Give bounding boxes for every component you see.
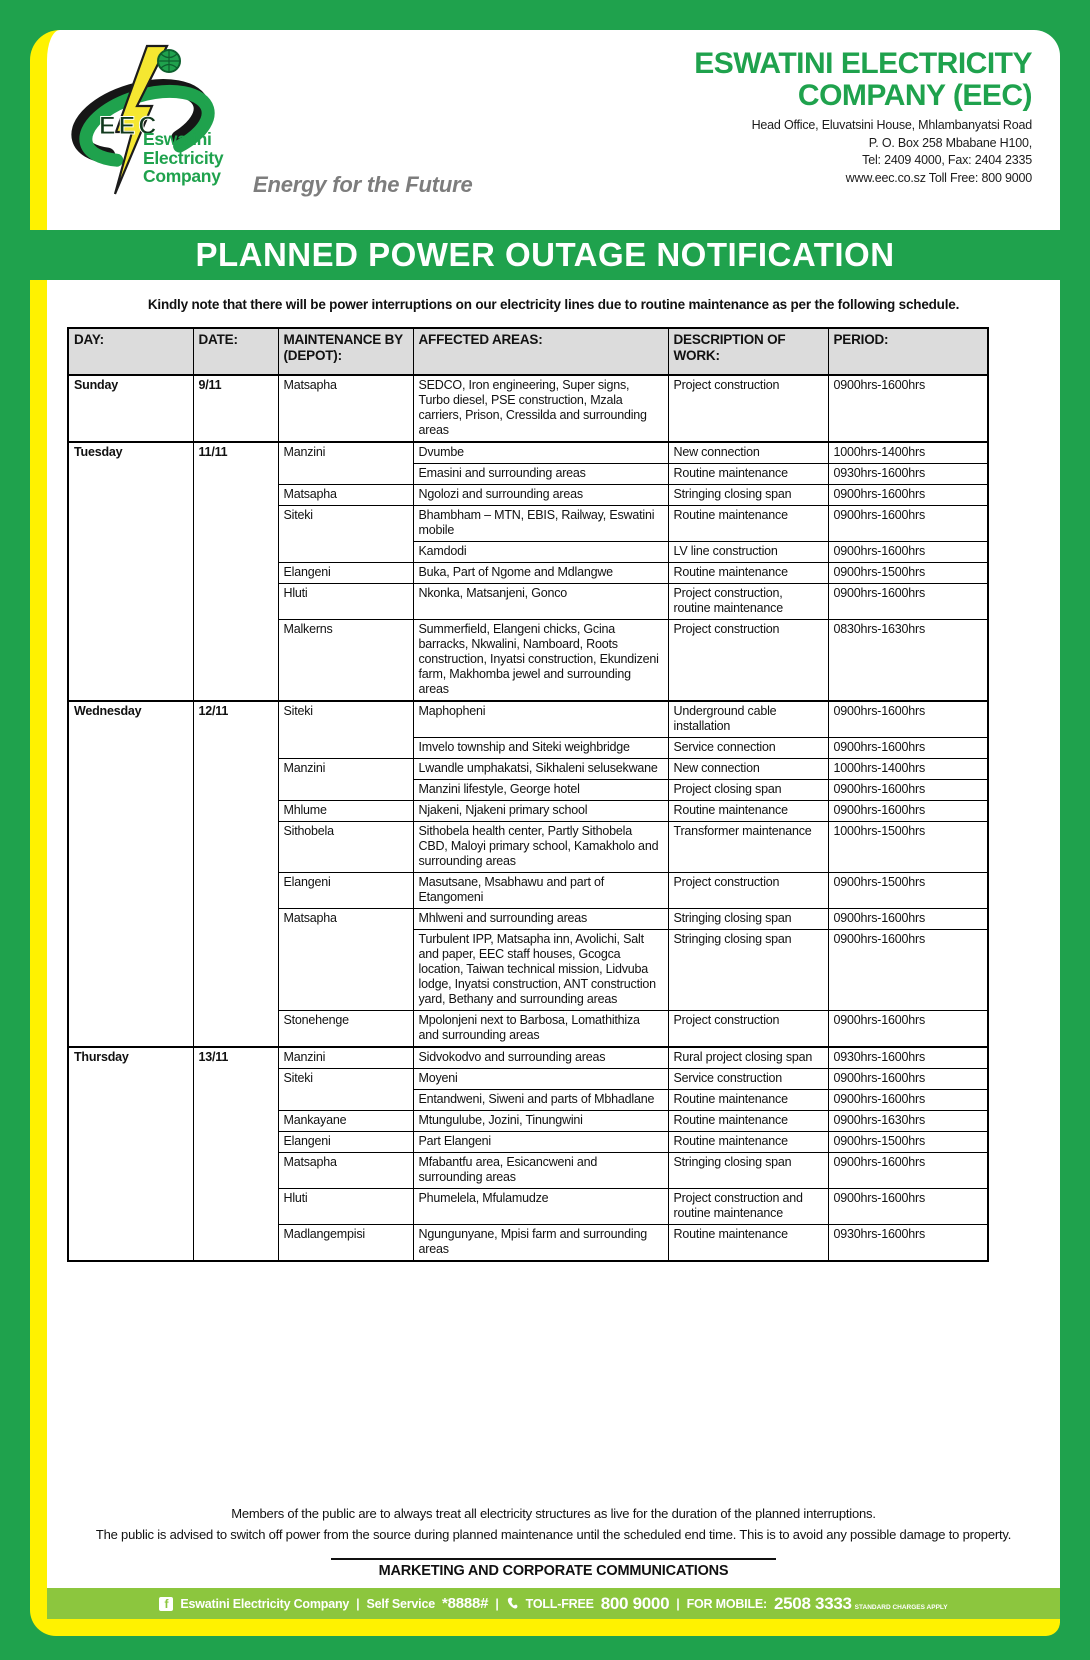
table-head (68, 328, 988, 375)
work-cell: Project construction (668, 873, 828, 909)
work-cell: Routine maintenance (668, 1132, 828, 1153)
work-cell: New connection (668, 442, 828, 464)
work-cell: Routine maintenance (668, 1090, 828, 1111)
address-line: Head Office, Eluvatsini House, Mhlambanyatsi Road (751, 118, 1032, 132)
fine-print: STANDARD CHARGES APPLY (854, 1604, 948, 1611)
areas-cell: Sithobela health center, Partly Sithobela CBD, Maloyi primary school, Kamakholo and surrounding areas (413, 822, 668, 873)
period-cell: 1000hrs-1400hrs (828, 759, 988, 780)
areas-cell: Mpolonjeni next to Barbosa, Lomathithiza and surrounding areas (413, 1011, 668, 1048)
facebook-icon: f (159, 1597, 173, 1611)
company-title-line1: ESWATINI ELECTRICITY (694, 47, 1032, 80)
mobile-label: FOR MOBILE: (686, 1596, 767, 1611)
header-row (68, 328, 988, 375)
table-body (68, 375, 988, 1261)
note-line1: Members of the public are to always treat all electricity structures as live for the duration of the planned interruptions. (231, 1506, 876, 1522)
company-info (694, 48, 1032, 187)
depot-cell: Hluti (278, 1189, 413, 1225)
public-notes (47, 1504, 1060, 1546)
areas-cell: Emasini and surrounding areas (413, 464, 668, 485)
period-cell: 0900hrs-1600hrs (828, 1153, 988, 1189)
work-cell: Stringing closing span (668, 1153, 828, 1189)
mobile-number: 2508 3333 (774, 1593, 852, 1613)
work-cell: Routine maintenance (668, 1111, 828, 1132)
areas-cell: Maphopheni (413, 701, 668, 738)
table-wrap (67, 327, 1060, 1262)
depot-cell: Manzini (278, 442, 413, 485)
areas-cell: Buka, Part of Ngome and Mdlangwe (413, 563, 668, 584)
self-service-label: Self Service (366, 1596, 435, 1611)
areas-cell: Bhambham – MTN, EBIS, Railway, Eswatini mobile (413, 506, 668, 542)
depot-cell: Manzini (278, 1047, 413, 1069)
company-title-line2: COMPANY (EEC) (797, 78, 1032, 112)
period-cell: 0900hrs-1600hrs (828, 1069, 988, 1090)
note-line2: The public is advised to switch off power from the source during planned maintenance until the scheduled end time. This is to avoid any possible damage to property. (95, 1527, 1012, 1543)
column-header: PERIOD: (828, 328, 988, 375)
work-cell: Stringing closing span (668, 909, 828, 930)
areas-cell: Part Elangeni (413, 1132, 668, 1153)
self-service-code: *8888# (441, 1595, 489, 1612)
period-cell: 0900hrs-1600hrs (828, 542, 988, 563)
column-header: AFFECTED AREAS: (413, 328, 668, 375)
logo-name-line: Eswatini (143, 129, 212, 149)
period-cell: 1000hrs-1400hrs (828, 442, 988, 464)
outage-table (67, 327, 989, 1262)
separator: | (356, 1596, 360, 1611)
depot-cell: Madlangempisi (278, 1225, 413, 1262)
svg-text:EEC: EEC (99, 112, 160, 140)
areas-cell: Ngolozi and surrounding areas (413, 485, 668, 506)
areas-cell: Nkonka, Matsanjeni, Gonco (413, 584, 668, 620)
period-cell: 0900hrs-1600hrs (828, 506, 988, 542)
depot-cell: Mankayane (278, 1111, 413, 1132)
column-header: MAINTENANCE BY (DEPOT): (278, 328, 413, 375)
depot-cell: Elangeni (278, 563, 413, 584)
address-line: www.eec.co.sz Toll Free: 800 9000 (845, 170, 1032, 185)
depot-cell: Malkerns (278, 620, 413, 702)
areas-cell: Moyeni (413, 1069, 668, 1090)
separator: | (495, 1596, 499, 1611)
depot-cell: Manzini (278, 759, 413, 801)
areas-cell: Entandweni, Siweni and parts of Mbhadlane (413, 1090, 668, 1111)
depot-cell: Siteki (278, 1069, 413, 1111)
divider-line (331, 1558, 776, 1560)
period-cell: 0930hrs-1600hrs (828, 464, 988, 485)
company-address (694, 117, 1032, 187)
depot-cell: Stonehenge (278, 1011, 413, 1048)
depot-cell: Siteki (278, 506, 413, 563)
address-line: Tel: 2409 4000, Fax: 2404 2335 (862, 153, 1032, 167)
banner-title: PLANNED POWER OUTAGE NOTIFICATION (30, 230, 1060, 280)
date-cell: 13/11 (193, 1047, 278, 1261)
areas-cell: Ngungunyane, Mpisi farm and surrounding areas (413, 1225, 668, 1262)
table-row (68, 442, 988, 464)
day-cell: Wednesday (68, 701, 193, 1047)
work-cell: Project construction and routine maintenance (668, 1189, 828, 1225)
depot-cell: Elangeni (278, 1132, 413, 1153)
work-cell: Routine maintenance (668, 563, 828, 584)
date-cell: 12/11 (193, 701, 278, 1047)
period-cell: 0900hrs-1600hrs (828, 375, 988, 442)
day-cell: Tuesday (68, 442, 193, 701)
column-header: DATE: (193, 328, 278, 375)
document-sheet (30, 30, 1060, 1636)
depot-cell: Matsapha (278, 1153, 413, 1189)
period-cell: 0930hrs-1600hrs (828, 1047, 988, 1069)
areas-cell: Sidvokodvo and surrounding areas (413, 1047, 668, 1069)
period-cell: 0830hrs-1630hrs (828, 620, 988, 702)
areas-cell: Mfabantfu area, Esicancweni and surrounding areas (413, 1153, 668, 1189)
period-cell: 0900hrs-1630hrs (828, 1111, 988, 1132)
separator: | (676, 1596, 680, 1611)
tollfree-number: 800 9000 (600, 1593, 670, 1613)
period-cell: 1000hrs-1500hrs (828, 822, 988, 873)
work-cell: Project construction (668, 1011, 828, 1048)
logo-company-name (143, 130, 223, 186)
period-cell: 0900hrs-1600hrs (828, 738, 988, 759)
depot-cell: Sithobela (278, 822, 413, 873)
areas-cell: Phumelela, Mfulamudze (413, 1189, 668, 1225)
work-cell: Routine maintenance (668, 801, 828, 822)
work-cell: Service connection (668, 738, 828, 759)
logo-name-line: Electricity (143, 147, 224, 168)
work-cell: Project closing span (668, 780, 828, 801)
period-cell: 0900hrs-1600hrs (828, 701, 988, 738)
areas-cell: Turbulent IPP, Matsapha inn, Avolichi, Salt and paper, EEC staff houses, Gcogca location, Taiwan technical mission, Lidvuba lodge, Inyatsi construction, ANT construction yard, Bethany and surrounding areas (413, 930, 668, 1011)
work-cell: Service construction (668, 1069, 828, 1090)
logo-name-line: Company (143, 166, 221, 187)
work-cell: LV line construction (668, 542, 828, 563)
table-row (68, 701, 988, 738)
column-header: DAY: (68, 328, 193, 375)
depot-cell: Matsapha (278, 485, 413, 506)
work-cell: Transformer maintenance (668, 822, 828, 873)
work-cell: Underground cable installation (668, 701, 828, 738)
work-cell: Rural project closing span (668, 1047, 828, 1069)
work-cell: Routine maintenance (668, 506, 828, 542)
period-cell: 0900hrs-1600hrs (828, 801, 988, 822)
work-cell: Stringing closing span (668, 930, 828, 1011)
work-cell: New connection (668, 759, 828, 780)
period-cell: 0900hrs-1600hrs (828, 930, 988, 1011)
period-cell: 0900hrs-1500hrs (828, 1132, 988, 1153)
work-cell: Routine maintenance (668, 464, 828, 485)
areas-cell: Njakeni, Njakeni primary school (413, 801, 668, 822)
work-cell: Project construction (668, 375, 828, 442)
depot-cell: Elangeni (278, 873, 413, 909)
contact-bar (47, 1588, 1060, 1619)
period-cell: 0900hrs-1500hrs (828, 563, 988, 584)
period-cell: 0900hrs-1600hrs (828, 584, 988, 620)
depot-cell: Siteki (278, 701, 413, 759)
depot-cell: Matsapha (278, 375, 413, 442)
table-row (68, 375, 988, 442)
areas-cell: Kamdodi (413, 542, 668, 563)
period-cell: 0900hrs-1600hrs (828, 1090, 988, 1111)
areas-cell: Lwandle umphakatsi, Sikhaleni selusekwane (413, 759, 668, 780)
areas-cell: Mtungulube, Jozini, Tinungwini (413, 1111, 668, 1132)
table-row (68, 1047, 988, 1069)
eec-logo (55, 44, 485, 224)
date-cell: 9/11 (193, 375, 278, 442)
period-cell: 0900hrs-1600hrs (828, 1011, 988, 1048)
areas-cell: Masutsane, Msabhawu and part of Etangomeni (413, 873, 668, 909)
period-cell: 0900hrs-1600hrs (828, 909, 988, 930)
facebook-label: Eswatini Electricity Company (180, 1596, 350, 1611)
department-label: MARKETING AND CORPORATE COMMUNICATIONS (378, 1563, 729, 1579)
work-cell: Routine maintenance (668, 1225, 828, 1262)
day-cell: Sunday (68, 375, 193, 442)
depot-cell: Mhlume (278, 801, 413, 822)
date-cell: 11/11 (193, 442, 278, 701)
areas-cell: SEDCO, Iron engineering, Super signs, Turbo diesel, PSE construction, Mzala carriers, Prison, Cressilda and surrounding areas (413, 375, 668, 442)
work-cell: Project construction, routine maintenance (668, 584, 828, 620)
period-cell: 0900hrs-1600hrs (828, 1189, 988, 1225)
phone-icon (506, 1597, 519, 1610)
depot-cell: Hluti (278, 584, 413, 620)
period-cell: 0900hrs-1600hrs (828, 780, 988, 801)
tollfree-label: TOLL-FREE (525, 1596, 594, 1611)
areas-cell: Imvelo township and Siteki weighbridge (413, 738, 668, 759)
company-title (694, 48, 1032, 111)
areas-cell: Mhlweni and surrounding areas (413, 909, 668, 930)
day-cell: Thursday (68, 1047, 193, 1261)
period-cell: 0930hrs-1600hrs (828, 1225, 988, 1262)
period-cell: 0900hrs-1500hrs (828, 873, 988, 909)
areas-cell: Dvumbe (413, 442, 668, 464)
address-line: P. O. Box 258 Mbabane H100, (868, 135, 1032, 150)
masthead (47, 30, 1060, 230)
areas-cell: Summerfield, Elangeni chicks, Gcina barracks, Nkwalini, Namboard, Roots construction, Inyatsi construction, Ekundizeni farm, Makhomba jewel and surrounding areas (413, 620, 668, 702)
areas-cell: Manzini lifestyle, George hotel (413, 780, 668, 801)
column-header: DESCRIPTION OF WORK: (668, 328, 828, 375)
work-cell: Stringing closing span (668, 485, 828, 506)
period-cell: 0900hrs-1600hrs (828, 485, 988, 506)
work-cell: Project construction (668, 620, 828, 702)
depot-cell: Matsapha (278, 909, 413, 1011)
tagline: Energy for the Future (253, 172, 473, 197)
intro-text: Kindly note that there will be power interruptions on our electricity lines due to routine maintenance as per the following schedule. (147, 297, 960, 312)
